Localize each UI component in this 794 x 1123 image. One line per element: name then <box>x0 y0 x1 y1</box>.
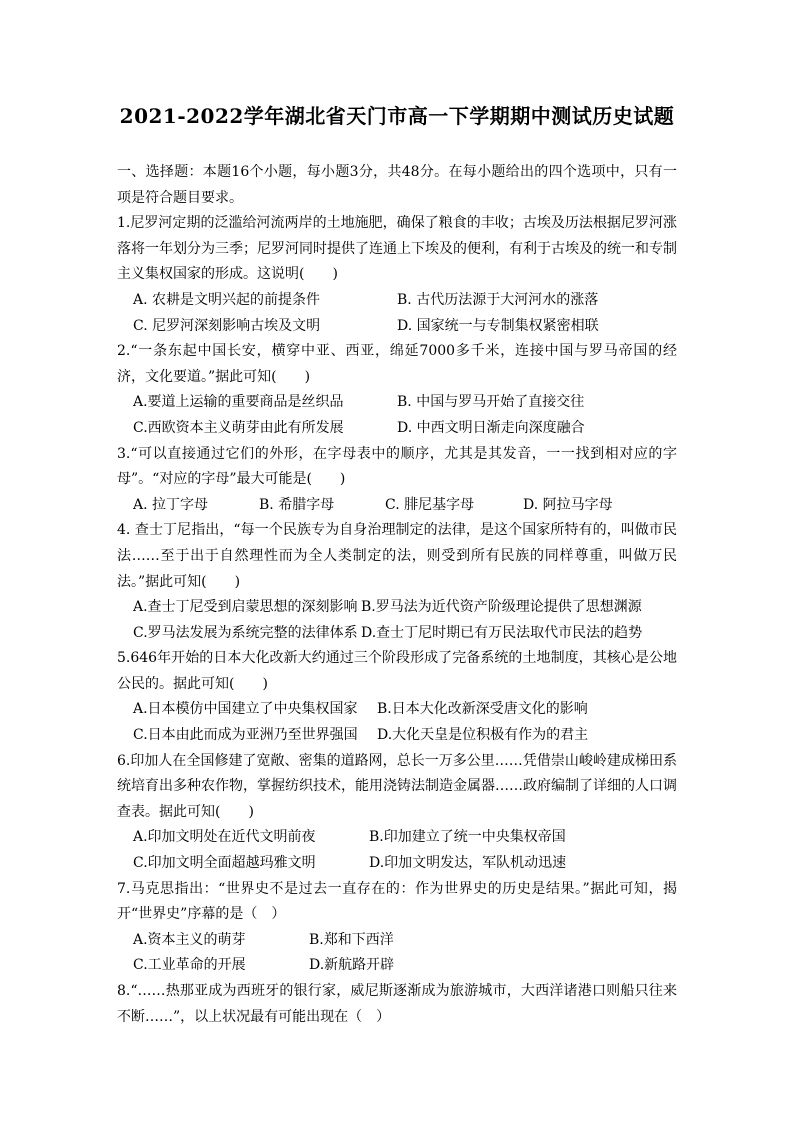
option-row <box>117 697 677 723</box>
question-stem: 3.“可以直接通过它们的外形，在字母表中的顺序，尤其是其发音，一一找到相对应的字母”。“对应的字母”最大可能是( ) <box>117 445 677 488</box>
option-c: C. 尼罗河深刻影响古埃及文明 <box>133 317 321 334</box>
question-stem: 2.“一条东起中国长安，横穿中亚、西亚，绵延7000多千米，连接中国与罗马帝国的经济，文化要道。”据此可知( ) <box>117 343 677 385</box>
section-intro: 一、选择题：本题16个小题，每小题3分，共48分。在每小题给出的四个选项中，只有一项是符合题目要求。 <box>117 164 677 206</box>
option-d: D.大化天皇是位积极有作为的君主 <box>377 727 589 744</box>
option-c: C.罗马法发展为系统完整的法律体系 <box>133 624 358 641</box>
option-a: A.资本主义的萌芽 <box>133 931 246 948</box>
option-row <box>117 288 677 314</box>
option-c: C.工业革命的开展 <box>133 957 246 974</box>
option-d: D. 阿拉马字母 <box>523 496 613 513</box>
option-b: B.日本大化改新深受唐文化的影响 <box>377 701 588 718</box>
option-row <box>117 825 677 851</box>
option-a: A.要道上运输的重要商品是丝织品 <box>133 394 344 411</box>
option-row <box>117 621 677 647</box>
option-b: B.郑和下西洋 <box>309 931 394 948</box>
option-a: A.日本模仿中国建立了中央集权国家 <box>133 701 358 718</box>
option-d: D.查士丁尼时期已有万民法取代市民法的趋势 <box>361 624 643 641</box>
option-a: A.查士丁尼受到启蒙思想的深刻影响 <box>133 599 358 616</box>
option-b: B. 希腊字母 <box>259 496 335 513</box>
question-stem: 6.印加人在全国修建了宽敞、密集的道路网，总长一万多公里……凭借崇山峻岭建成梯田系统培育出多种农作物，掌握纺织技术，能用浇铸法制造金属器……政府编制了详细的人口调查表。据此可知( ) <box>117 752 677 820</box>
option-row <box>117 723 677 749</box>
question-stem: 1.尼罗河定期的泛滥给河流两岸的土地施肥，确保了粮食的丰收；古埃及历法根据尼罗河涨落将一年划分为三季；尼罗河同时提供了连通上下埃及的便利，有利于古埃及的统一和专制主义集权国家的形成。这说明( ) <box>117 215 677 283</box>
question-stem: 5.646年开始的日本大化改新大约通过三个阶段形成了完备系统的土地制度，其核心是公地公民的。据此可知( ) <box>117 650 677 692</box>
option-d: D. 中西文明日渐走向深度融合 <box>397 419 585 436</box>
option-row <box>117 928 677 954</box>
option-d: D.印加文明发达，军队机动迅速 <box>369 855 567 872</box>
option-a: A. 拉丁字母 <box>133 496 209 513</box>
option-b: B.罗马法为近代资产阶级理论提供了思想渊源 <box>361 599 642 616</box>
option-row <box>117 493 677 519</box>
option-c: C.日本由此而成为亚洲乃至世界强国 <box>133 727 358 744</box>
option-row <box>117 953 677 979</box>
page-title: 2021-2022学年湖北省天门市高一下学期期中测试历史试题 <box>119 104 675 128</box>
option-b: B. 中国与罗马开始了直接交往 <box>397 394 585 411</box>
question-stem: 7.马克思指出：“世界史不是过去一直存在的：作为世界史的历史是结果。”据此可知，揭开“世界史”序幕的是（ ） <box>117 880 677 923</box>
option-row <box>117 851 677 877</box>
question-stem: 4. 查士丁尼指出，“每一个民族专为自身治理制定的法律，是这个国家所特有的，叫做市民法……至于出于自然理性而为全人类制定的法，则受到所有民族的同样尊重，叫做万民法。”据此可知( ) <box>117 522 677 590</box>
option-c: C.西欧资本主义萌芽由此有所发展 <box>133 419 344 436</box>
option-b: B. 古代历法源于大河河水的涨落 <box>397 291 599 308</box>
question-stem: 8.“……热那亚成为西班牙的银行家，威尼斯逐渐成为旅游城市，大西洋诸港口则船只往来不断……”，以上状况最有可能出现在（ ） <box>117 983 677 1025</box>
option-row <box>117 595 677 621</box>
option-c: C. 腓尼基字母 <box>385 496 475 513</box>
option-b: B.印加建立了统一中央集权帝国 <box>369 829 566 846</box>
option-d: D.新航路开辟 <box>309 957 395 974</box>
option-row <box>117 314 677 340</box>
exam-content <box>117 160 677 1030</box>
option-row <box>117 416 677 442</box>
option-a: A. 农耕是文明兴起的前提条件 <box>133 291 321 308</box>
option-a: A.印加文明处在近代文明前夜 <box>133 829 316 846</box>
option-row <box>117 390 677 416</box>
option-c: C.印加文明全面超越玛雅文明 <box>133 855 316 872</box>
option-d: D. 国家统一与专制集权紧密相联 <box>397 317 599 334</box>
